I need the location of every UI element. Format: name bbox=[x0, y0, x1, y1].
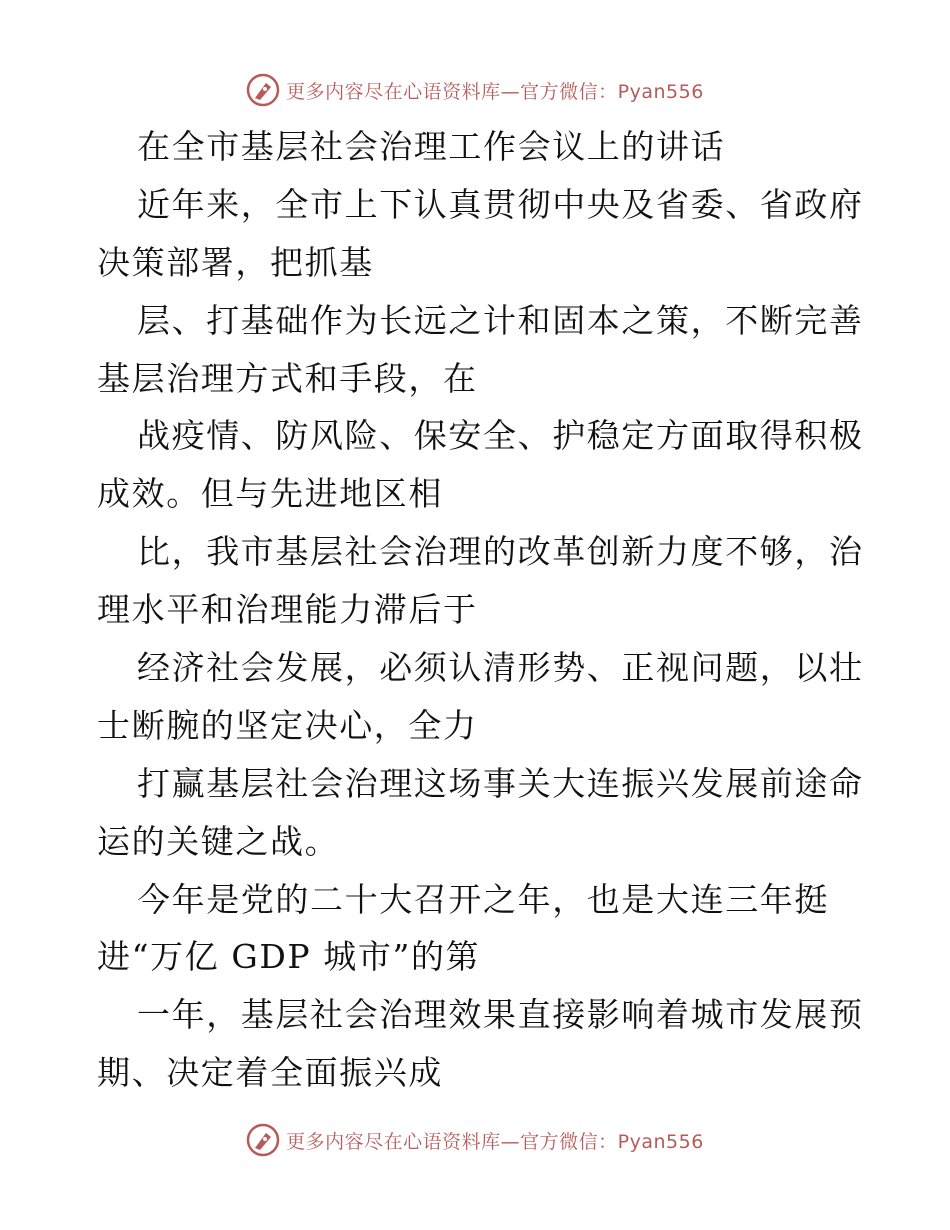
paragraph-line: 成效。但与先进地区相 bbox=[97, 474, 443, 514]
paragraph-line: 决策部署，把抓基 bbox=[97, 242, 374, 282]
paragraph-line: 士断腕的坚定决心，全力 bbox=[97, 705, 478, 745]
paragraph-line: 战疫情、防风险、保安全、护稳定方面取得积极 bbox=[137, 416, 864, 456]
paragraph-line: 经济社会发展，必须认清形势、正视问题，以壮 bbox=[137, 648, 864, 688]
paragraph-line: 近年来，全市上下认真贯彻中央及省委、省政府 bbox=[137, 184, 864, 224]
paragraph-line: 期、决定着全面振兴成 bbox=[97, 1053, 443, 1093]
pen-nib-logo-icon bbox=[246, 73, 280, 107]
paragraph-line: 运的关键之战。 bbox=[97, 821, 340, 861]
paragraph-line: 比，我市基层社会治理的改革创新力度不够，治 bbox=[137, 532, 864, 572]
pen-nib-logo-icon bbox=[246, 1123, 280, 1157]
document-title: 在全市基层社会治理工作会议上的讲话 bbox=[137, 127, 726, 166]
paragraph-line: 基层治理方式和手段，在 bbox=[97, 358, 478, 398]
paragraph-line: 层、打基础作为长远之计和固本之策，不断完善 bbox=[137, 300, 864, 340]
paragraph-line: 打赢基层社会治理这场事关大连振兴发展前途命 bbox=[137, 763, 864, 803]
paragraph-line: 一年，基层社会治理效果直接影响着城市发展预 bbox=[137, 995, 864, 1035]
footer-watermark bbox=[0, 1120, 950, 1160]
paragraph-line: 进“万亿 GDP 城市”的第 bbox=[97, 937, 481, 977]
header-watermark bbox=[0, 70, 950, 110]
paragraph-line: 今年是党的二十大召开之年，也是大连三年挺 bbox=[137, 879, 829, 919]
paragraph-line: 理水平和治理能力滞后于 bbox=[97, 590, 478, 630]
watermark-text: 更多内容尽在心语资料库—官方微信：Pyan556 bbox=[286, 80, 704, 103]
document-body bbox=[97, 118, 864, 1102]
watermark-text: 更多内容尽在心语资料库—官方微信：Pyan556 bbox=[286, 1130, 704, 1153]
